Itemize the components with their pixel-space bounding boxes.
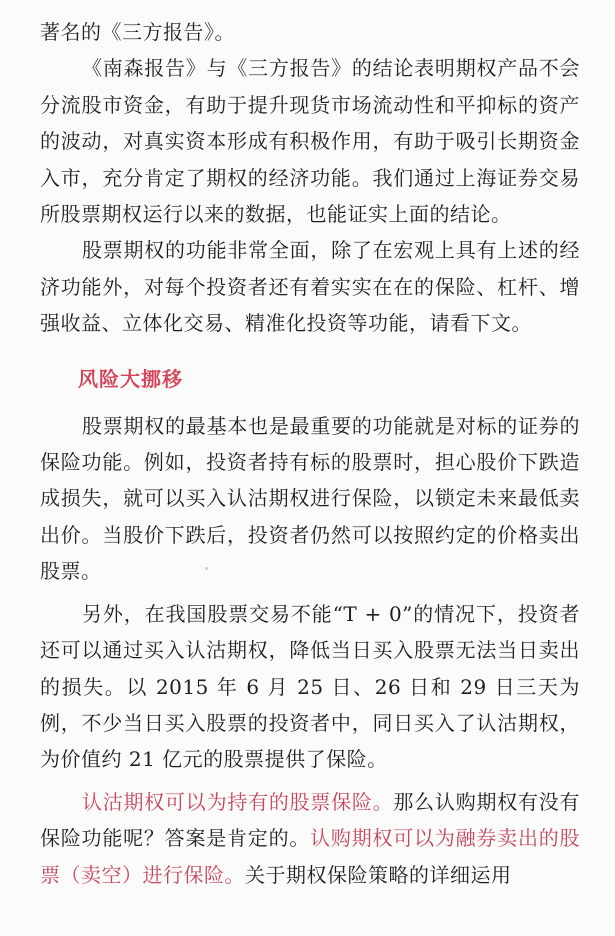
paragraph-continued: 著名的《三方报告》。 xyxy=(40,20,235,44)
paragraph-insurance-function: 股票期权的最基本也是最重要的功能就是对标的证券的保险功能。例如，投资者持有标的股票时，担心股价下跌造成损失，就可以买入认沽期权进行保险，以锁定未来最低卖出价。当股价下跌后，投资者仍然可以按照约定的价格卖出股票。 xyxy=(40,413,580,584)
paragraph-call-put-insurance xyxy=(40,784,580,893)
paragraph-option-functions: 股票期权的功能非常全面，除了在宏观上具有上述的经济功能外，对每个投资者还有着实实在在的保险、杠杆、增强收益、立体化交易、精准化投资等功能，请看下文。 xyxy=(40,238,580,336)
book-page xyxy=(40,14,580,893)
text-call-question: 那么认购期权有没有保险功能呢？答案是肯定的。 xyxy=(40,789,581,851)
section-heading: 风险大挪移 xyxy=(78,366,183,391)
text-strategy-detail: 关于期权保险策略的详细运用 xyxy=(245,862,512,887)
paper-speck xyxy=(205,567,208,570)
paragraph-report-conclusion: 《南森报告》与《三方报告》的结论表明期权产品不会分流股市资金，有助于提升现货市场流动性和平抑标的资产的波动，对真实资本形成有积极作用，有助于吸引长期资金入市，充分肯定了期权的经济功能。我们通过上海证券交易所股票期权运行以来的数据，也能证实上面的结论。 xyxy=(40,56,580,227)
highlight-call-insurance: 认购期权可以为融券卖出的股票（卖空）进行保险。 xyxy=(40,826,581,887)
paragraph-t-plus-zero: 另外，在我国股票交易不能“T + 0”的情况下，投资者还可以通过买入认沽期权，降低当日买入股票无法当日卖出的损失。以 2015 年 6 月 25 日、26 日和 29 日三天为例，不少当日买入股票的投资者中，同日买入了认沽期权，为价值约 21 亿元的股票提供了保险。 xyxy=(40,601,580,772)
highlight-put-insurance: 认沽期权可以为持有的股票保险。 xyxy=(82,789,394,814)
